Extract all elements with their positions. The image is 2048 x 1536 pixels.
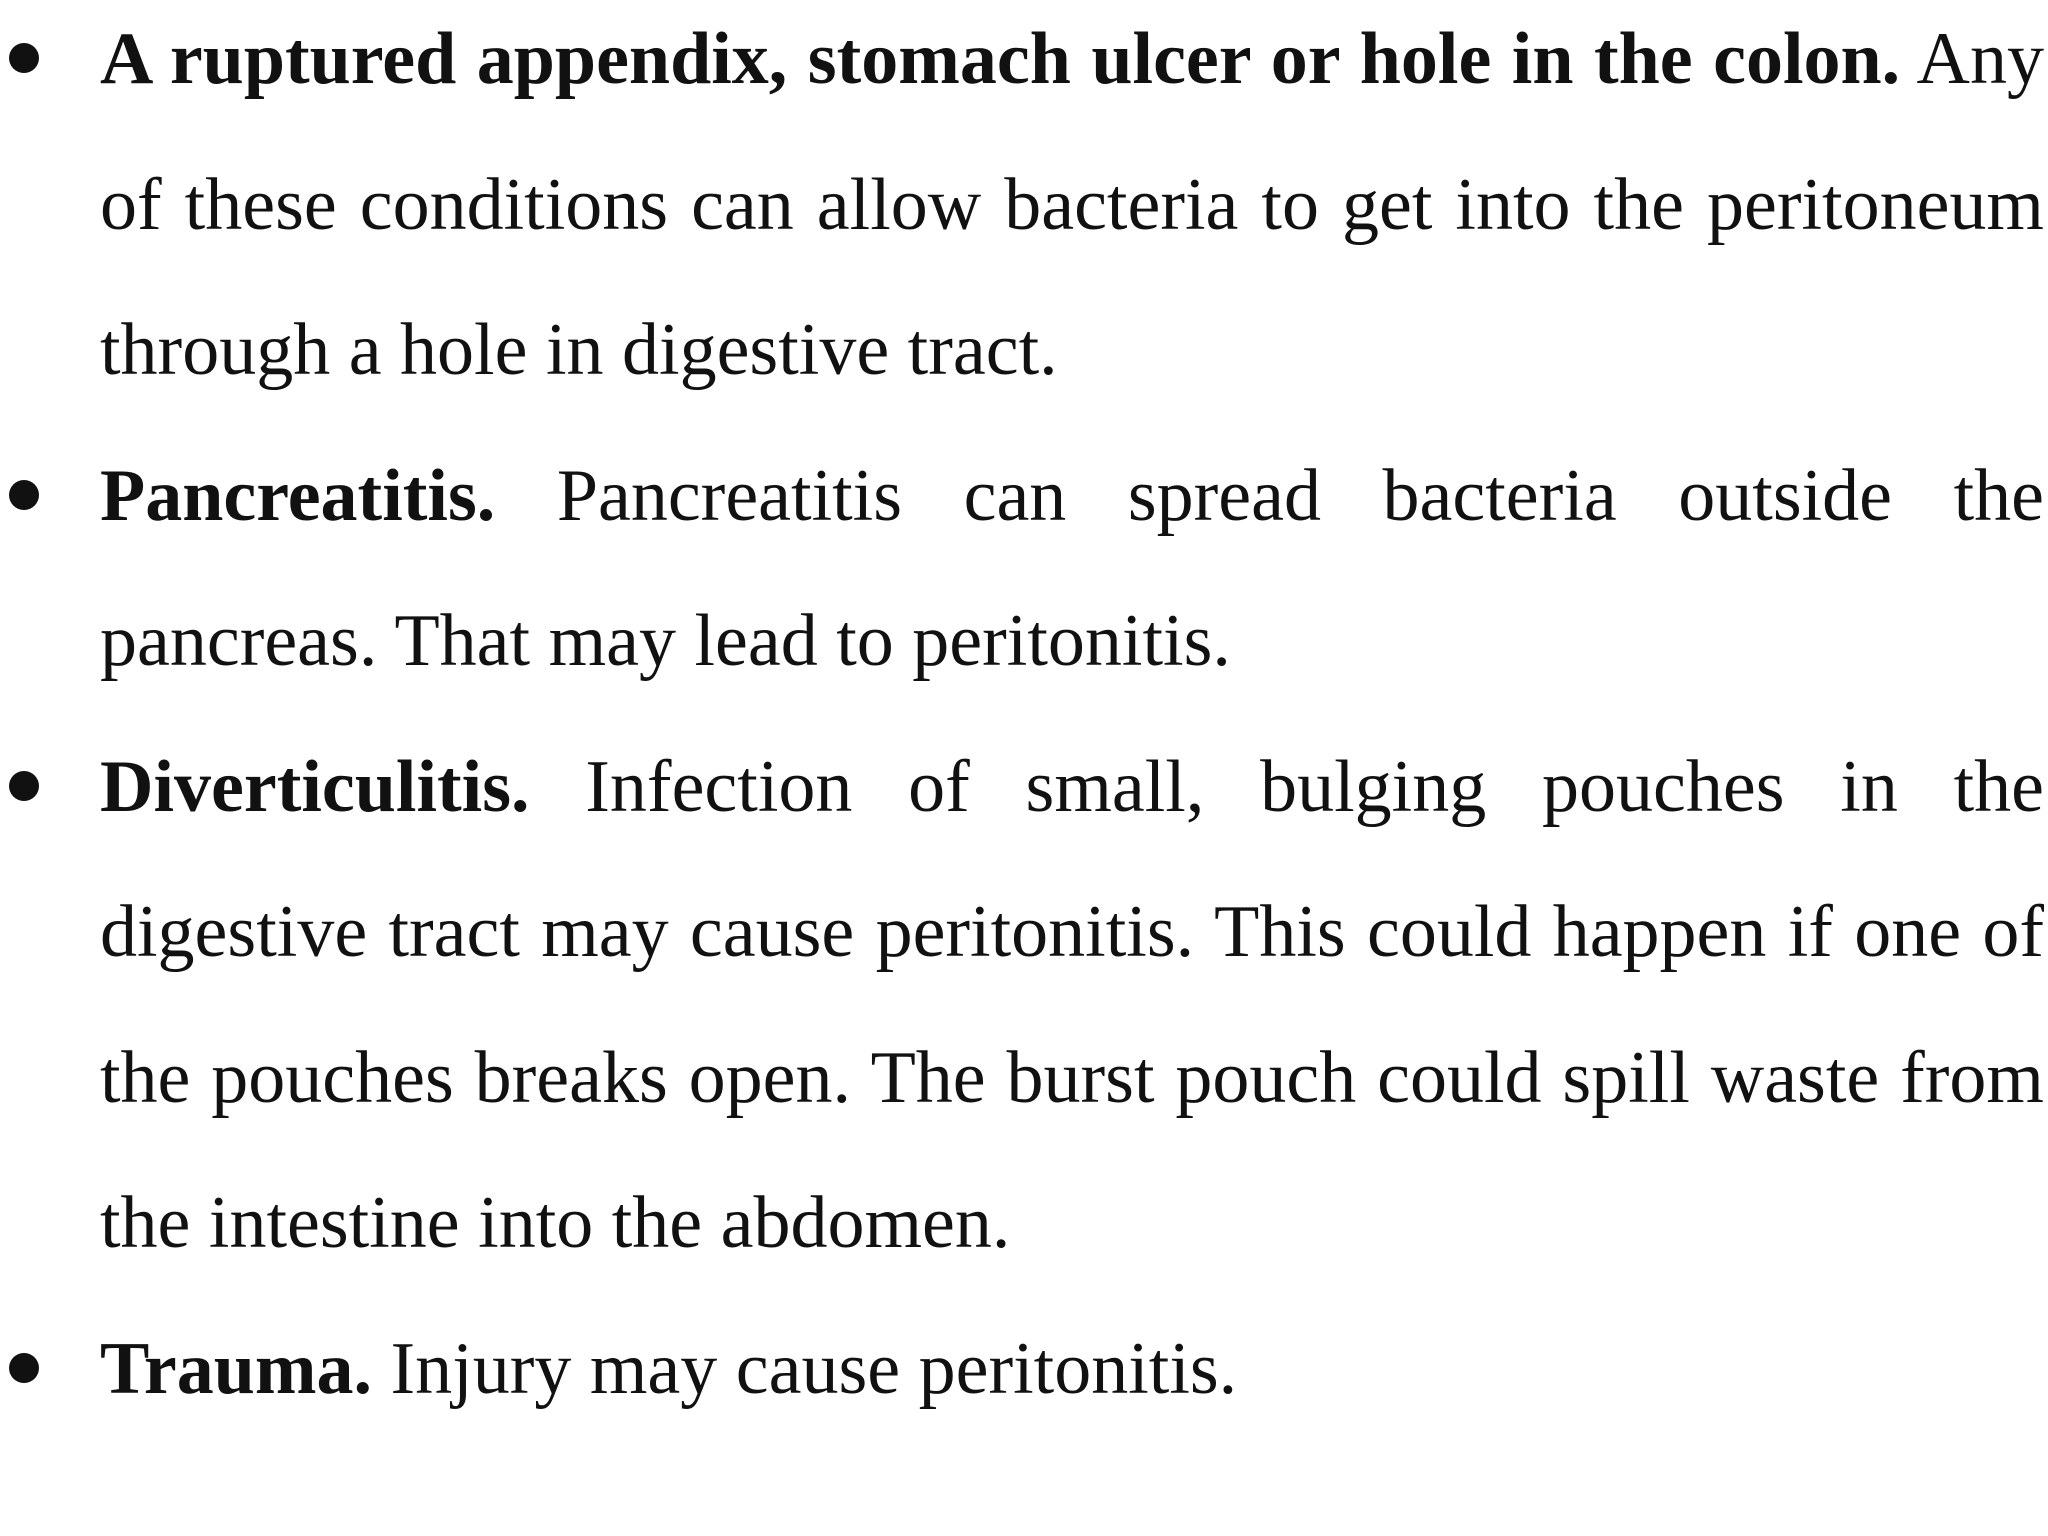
bullet-item-diverticulitis [0,715,2048,1297]
bullet-text: Any of these conditions can allow bacteria to get into the peritoneum through a hole in digestive tract. [100,18,2044,391]
bullet-dot-icon [9,480,39,510]
bullet-dot-icon [9,1353,39,1383]
bullet-item-pancreatitis [0,424,2048,715]
bullet-item-trauma [0,1297,2048,1443]
bullet-dot-icon [9,43,39,73]
bullet-lead: Pancreatitis. [100,454,496,537]
bullet-dot-icon [9,771,39,801]
bullet-text: Infection of small, bulging pouches in the digestive tract may cause peritonitis. This could happen if one of the pouches breaks open. The burst pouch could spill waste from the intestine into the abdomen. [100,745,2044,1264]
bullet-lead: Diverticulitis. [100,745,530,828]
bullet-lead: A ruptured appendix, stomach ulcer or hole in the colon. [100,18,1901,100]
bullet-lead: Trauma. [100,1327,373,1410]
bullet-text: Injury may cause peritonitis. [372,1327,1238,1410]
bullet-text: Pancreatitis can spread bacteria outside the pancreas. That may lead to peritonitis. [100,454,2044,682]
bullet-item-ruptured-appendix [0,0,2048,424]
